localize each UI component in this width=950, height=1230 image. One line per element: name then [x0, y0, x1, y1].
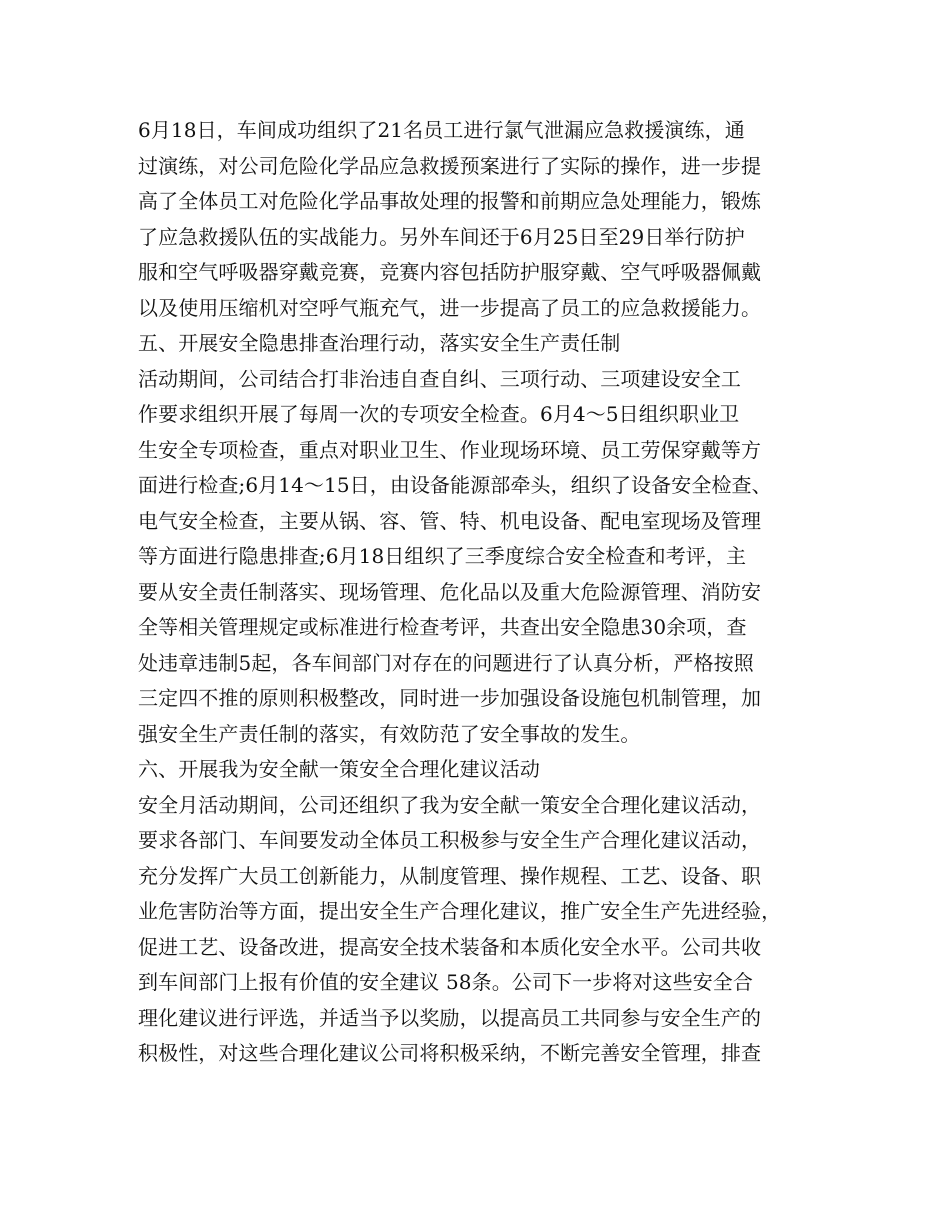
- body-text-line: 6月18日，车间成功组织了21名员工进行氯气泄漏应急救援演练，通: [138, 118, 745, 142]
- body-text-line: 要从安全责任制落实、现场管理、危化品以及重大危险源管理、消防安: [138, 579, 762, 604]
- body-text-line: 服和空气呼吸器穿戴竞赛，竞赛内容包括防护服穿戴、空气呼吸器佩戴: [138, 260, 762, 284]
- section-heading-five: 五、开展安全隐患排查治理行动，落实安全生产责任制: [138, 331, 621, 355]
- body-text-line: 过演练，对公司危险化学品应急救援预案进行了实际的操作，进一步提: [138, 153, 762, 178]
- body-text-line: 积极性，对这些合理化建议公司将积极采纳，不断完善安全管理，排查: [138, 1041, 762, 1065]
- body-text-line: 作要求组织开展了每周一次的专项安全检查。6月4～5日组织职业卫: [138, 402, 740, 426]
- body-text-line: 等方面进行隐患排查;6月18日组织了三季度综合安全检查和考评，主: [138, 544, 747, 568]
- body-text-line: 活动期间，公司结合打非治违自查自纠、三项行动、三项建设安全工: [138, 366, 741, 391]
- section-heading-six: 六、开展我为安全献一策安全合理化建议活动: [138, 757, 540, 781]
- body-text-line: 了应急救援队伍的实战能力。另外车间还于6月25日至29日举行防护: [138, 224, 745, 249]
- body-text-line: 充分发挥广大员工创新能力，从制度管理、操作规程、工艺、设备、职: [138, 863, 762, 888]
- body-text-line: 生安全专项检查，重点对职业卫生、作业现场环境、员工劳保穿戴等方: [138, 437, 762, 462]
- body-text-line: 三定四不推的原则积极整改，同时进一步加强设备设施包机制管理，加: [138, 686, 762, 710]
- body-text-line: 业危害防治等方面，提出安全生产合理化建议，推广安全生产先进经验，: [138, 899, 782, 923]
- body-text-line: 强安全生产责任制的落实，有效防范了安全事故的发生。: [138, 721, 641, 746]
- body-text-line: 安全月活动期间，公司还组织了我为安全献一策安全合理化建议活动，: [138, 792, 762, 817]
- body-text-line: 以及使用压缩机对空呼气瓶充气，进一步提高了员工的应急救援能力。: [138, 295, 762, 320]
- body-text-line: 要求各部门、车间要发动全体员工积极参与安全生产合理化建议活动，: [138, 828, 762, 852]
- body-text-line: 全等相关管理规定或标准进行检查考评，共查出安全隐患30余项，查: [138, 615, 747, 639]
- document-page: [138, 113, 828, 1072]
- body-text-line: 电气安全检查，主要从锅、容、管、特、机电设备、配电室现场及管理: [138, 508, 762, 533]
- body-text-line: 处违章违制5起，各车间部门对存在的问题进行了认真分析，严格按照: [138, 650, 754, 675]
- body-text-line: 促进工艺、设备改进，提高安全技术装备和本质化安全水平。公司共收: [138, 934, 762, 959]
- body-text-line: 面进行检查;6月14～15日，由设备能源部牵头，组织了设备安全检查、: [138, 473, 772, 497]
- body-text-line: 到车间部门上报有价值的安全建议 58条。公司下一步将对这些安全合: [138, 970, 754, 994]
- body-text-line: 高了全体员工对危险化学品事故处理的报警和前期应急处理能力，锻炼: [138, 189, 762, 213]
- body-text-line: 理化建议进行评选，并适当予以奖励，以提高员工共同参与安全生产的: [138, 1005, 762, 1030]
